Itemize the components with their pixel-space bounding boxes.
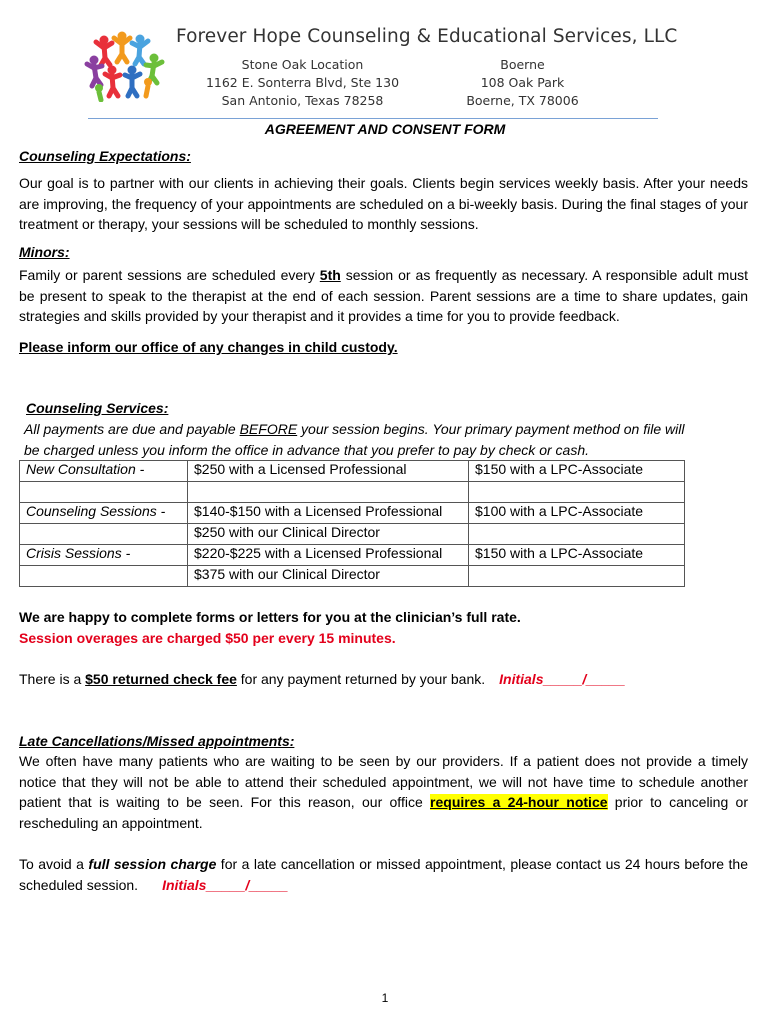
- page-number: 1: [381, 991, 389, 1005]
- table-row: [20, 524, 685, 545]
- form-title: AGREEMENT AND CONSENT FORM: [264, 121, 506, 137]
- payment-policy: [24, 419, 694, 460]
- cancellation-initials-field[interactable]: Initials_____/_____: [162, 876, 289, 893]
- returned-check-text-start: There is a: [19, 671, 86, 687]
- cancellations-heading: Late Cancellations/Missed appointments:: [19, 733, 295, 749]
- licensed-fee-cell: $375 with our Clinical Director: [188, 566, 469, 587]
- fee-table: [19, 460, 685, 587]
- associate-fee-cell: $150 with a LPC-Associate: [469, 545, 685, 566]
- full-charge-text-start: To avoid a: [19, 856, 89, 872]
- returned-check-notice: [19, 671, 625, 687]
- session-frequency: 5th: [319, 267, 341, 283]
- licensed-fee-cell: $250 with a Licensed Professional: [188, 461, 469, 482]
- associate-fee-cell: $100 with a LPC-Associate: [469, 503, 685, 524]
- table-row: [20, 482, 685, 503]
- table-row: [20, 503, 685, 524]
- organization-name: Forever Hope Counseling & Educational Services, LLC: [176, 26, 678, 47]
- cancellation-text-end: prior to canceling or rescheduling an appointment.: [19, 794, 748, 831]
- service-cell: [20, 524, 188, 545]
- session-overage-note: Session overages are charged $50 per every 15 minutes.: [19, 630, 396, 646]
- associate-fee-cell: [469, 566, 685, 587]
- service-cell: New Consultation -: [20, 461, 188, 482]
- location-street: 108 Oak Park: [480, 75, 565, 90]
- location-city: San Antonio, Texas 78258: [221, 93, 384, 108]
- minors-text-end: session or as frequently as necessary. A responsible adult must be present to speak to the therapist at the end of each session. Parent sessions are a time to share updates, gain strategies and skills provided by your therapist and it provides a time for you to provide feedback.: [19, 267, 748, 325]
- licensed-fee-cell: $140-$150 with a Licensed Professional: [188, 503, 469, 524]
- table-row: [20, 566, 685, 587]
- associate-fee-cell: [469, 524, 685, 545]
- expectations-heading: Counseling Expectations:: [19, 148, 191, 164]
- returned-check-initials-field[interactable]: Initials_____/_____: [499, 671, 626, 687]
- table-row: [20, 545, 685, 566]
- minors-text-start: Family or parent sessions are scheduled every: [19, 267, 320, 283]
- associate-fee-cell: $150 with a LPC-Associate: [469, 461, 685, 482]
- full-charge-text-end: for a late cancellation or missed appointment, please contact us 24 hours before the scheduled session.: [19, 856, 748, 893]
- header-divider: [88, 118, 658, 119]
- minors-text: [19, 265, 748, 327]
- stone-oak-address: [200, 56, 405, 110]
- cancellation-text-start: We often have many patients who are waiting to be seen by our providers. If a patient does not provide a timely notice that they will not be able to attend their scheduled appointment, we will not have time to schedule another patient that is waiting to be seen. For this reason, our office: [19, 753, 748, 811]
- location-name: Boerne: [500, 57, 545, 72]
- notice-requirement-highlight: requires a 24-hour notice: [430, 794, 608, 811]
- licensed-fee-cell: [188, 482, 469, 503]
- table-row: [20, 461, 685, 482]
- minors-heading: Minors:: [19, 244, 70, 260]
- service-cell: [20, 482, 188, 503]
- location-street: 1162 E. Sonterra Blvd, Ste 130: [205, 75, 400, 90]
- service-cell: Counseling Sessions -: [20, 503, 188, 524]
- payment-emphasis: BEFORE: [239, 421, 298, 437]
- people-circle-logo-icon: [82, 30, 168, 102]
- expectations-text: Our goal is to partner with our clients in achieving their goals. Clients begin services weekly basis. After your needs are improving, the frequency of your appointments are scheduled on a bi-weekly basis. During the final stages of your treatment or therapy, your sessions will be scheduled to monthly sessions.: [19, 175, 748, 233]
- payment-text-end: your session begins. Your primary payment method on file will be charged unless you inform the office in advance that you prefer to pay by check or cash.: [24, 421, 685, 458]
- licensed-fee-cell: $250 with our Clinical Director: [188, 524, 469, 545]
- forms-rate-note: We are happy to complete forms or letters for you at the clinician’s full rate.: [19, 609, 521, 625]
- full-session-charge: full session charge: [88, 856, 217, 872]
- full-charge-notice: [19, 854, 748, 895]
- cancellation-policy: [19, 751, 748, 833]
- custody-notice: Please inform our office of any changes in child custody.: [19, 339, 398, 355]
- returned-check-fee: $50 returned check fee: [85, 671, 237, 687]
- services-heading: Counseling Services:: [26, 400, 169, 416]
- payment-text-start: All payments are due and payable: [24, 421, 240, 437]
- returned-check-text-end: for any payment returned by your bank.: [236, 671, 486, 687]
- associate-fee-cell: [469, 482, 685, 503]
- location-name: Stone Oak Location: [241, 57, 364, 72]
- location-city: Boerne, TX 78006: [466, 93, 579, 108]
- service-cell: [20, 566, 188, 587]
- service-cell: Crisis Sessions -: [20, 545, 188, 566]
- boerne-address: [440, 56, 605, 110]
- licensed-fee-cell: $220-$225 with a Licensed Professional: [188, 545, 469, 566]
